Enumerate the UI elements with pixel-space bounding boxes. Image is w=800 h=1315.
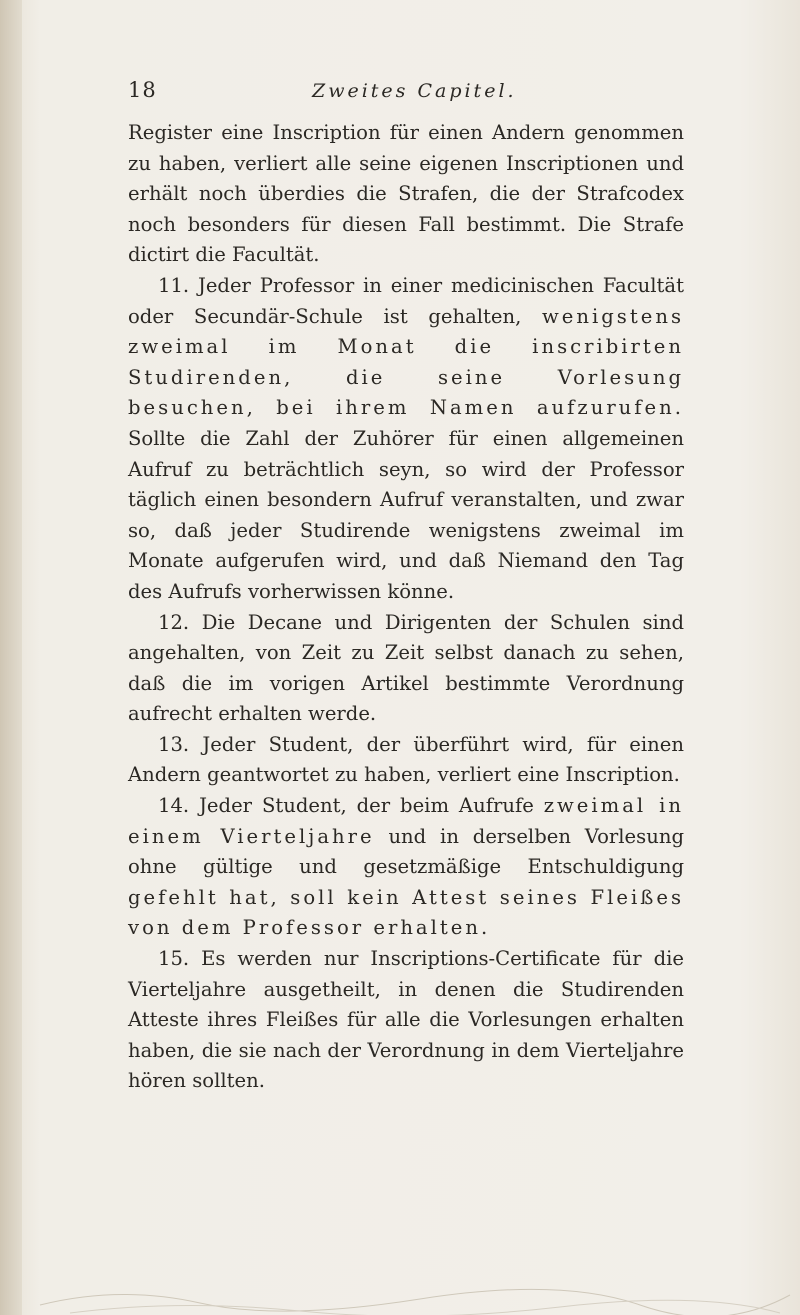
paragraph [128, 271, 684, 608]
paragraph [128, 118, 684, 271]
paragraph-text: 14. Jeder Student, der beim Aufrufe [158, 794, 544, 818]
paper-specks [0, 1255, 800, 1315]
body-text [128, 118, 684, 1097]
paragraph-text: 13. Jeder Student, der überführt wird, für einen Andern geantwortet zu haben, verliert eine Inscription. [128, 732, 684, 787]
running-head: Zweites Capitel. [312, 80, 517, 102]
paragraph-text: Sollte die Zahl der Zuhörer für einen allgemeinen Aufruf zu beträchtlich seyn, so wird der Professor täglich einen besondern Aufruf veranstalten, und zwar so, daß jeder Studirende wenigstens zweimal im Monate aufgerufen wird, und daß Niemand den Tag des Aufrufs vorherwissen könne. [128, 426, 684, 603]
paragraph-text: Register eine Inscription für einen Andern genommen zu haben, verliert alle seine eigenen Inscriptionen und erhält noch überdies die Strafen, die der Strafcodex noch besonders für diesen Fall bestimmt. Die Strafe dictirt die Facultät. [128, 121, 684, 267]
page-gutter [0, 0, 22, 1315]
emphasized-text: gefehlt hat, soll kein Attest seines Fleißes von dem Professor erhalten. [128, 885, 684, 940]
emphasized-text: zweimal in einem Vierteljahre [128, 794, 684, 848]
paragraph [128, 730, 684, 791]
page-header [128, 78, 688, 108]
paragraph [128, 608, 684, 730]
paragraph-text: 11. Jeder Professor in einer medicinischen Facultät oder Secundär-Schule ist gehalten, [128, 273, 684, 328]
paragraph [128, 791, 684, 944]
paragraph-text: und in derselben Vorlesung ohne gültige und gesetzmäßige Entschuldigung [128, 824, 684, 879]
paragraph-text: 12. Die Decane und Dirigenten der Schulen sind angehalten, von Zeit zu Zeit selbst danach zu sehen, daß die im vorigen Artikel bestimmte Verordnung aufrecht erhalten werde. [128, 610, 684, 726]
paragraph-text: 15. Es werden nur Inscriptions-Certificate für die Vierteljahre ausgetheilt, in denen die Studirenden Atteste ihres Fleißes für alle die Vorlesungen erhalten haben, die sie nach der Verordnung in dem Vierteljahre hören sollten. [128, 947, 684, 1093]
page-number: 18 [128, 78, 157, 102]
emphasized-text: wenigstens zweimal im Monat die inscribirten Studirenden, die seine Vorlesung besuchen, bei ihrem Namen aufzurufen. [128, 304, 684, 420]
paragraph [128, 944, 684, 1097]
